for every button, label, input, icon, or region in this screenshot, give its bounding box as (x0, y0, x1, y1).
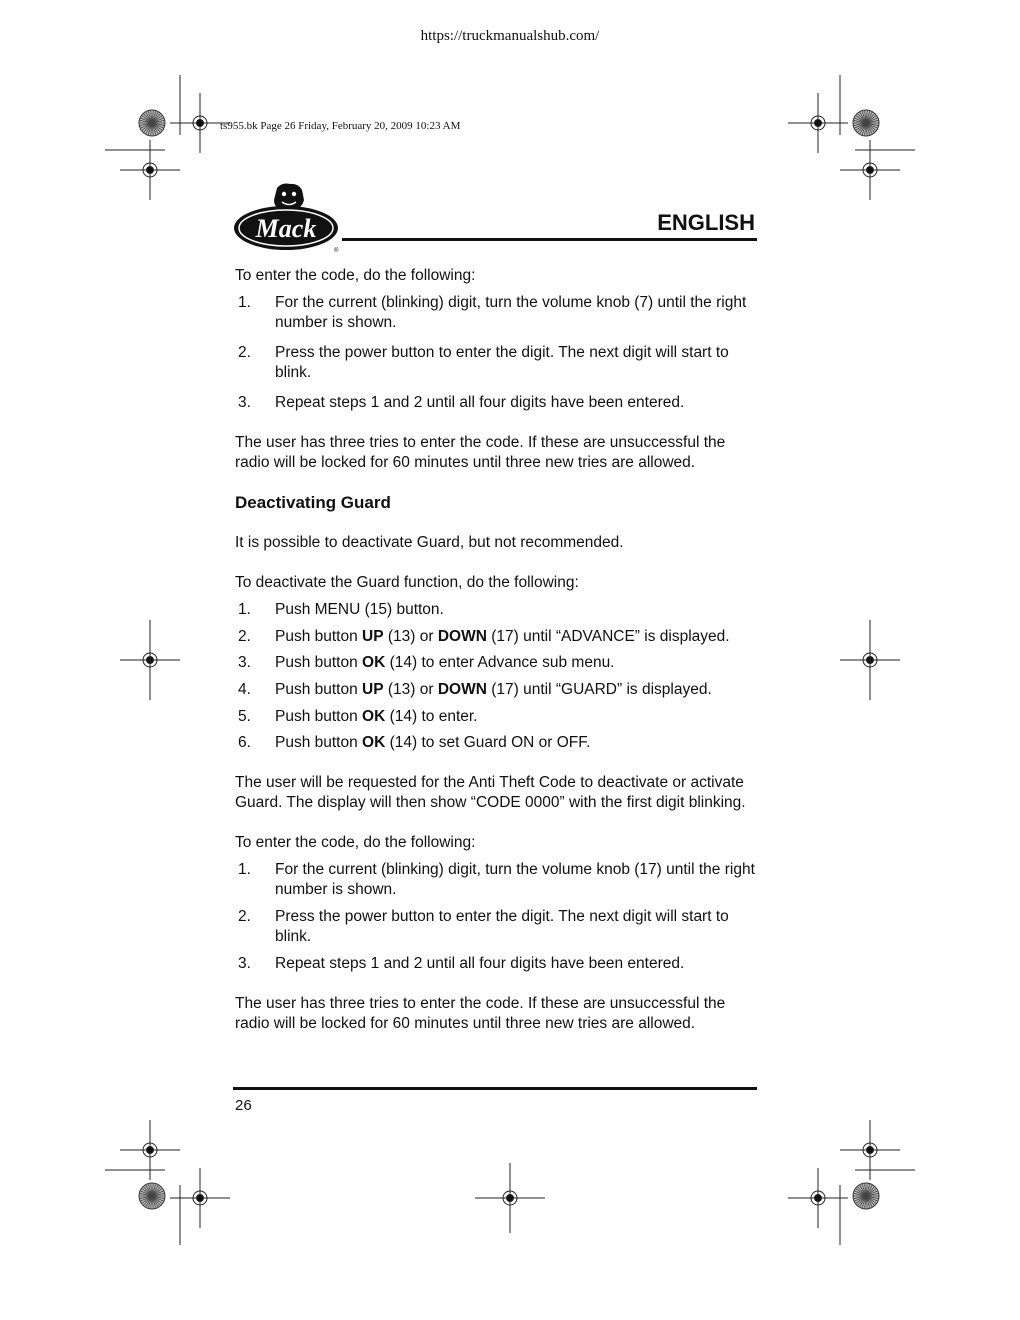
step-number: 6. (238, 734, 251, 752)
intro-paragraph: To enter the code, do the following: (235, 267, 476, 284)
step-text: Push button (275, 707, 363, 725)
step-text: (14) to enter. (385, 707, 478, 725)
list-item (235, 393, 760, 413)
step-text: For the current (blinking) digit, turn the volume knob (7) until the right number is shown. (275, 294, 747, 331)
step-text: For the current (blinking) digit, turn the volume knob (17) until the right number is shown. (275, 861, 755, 899)
step-number: 5. (238, 707, 251, 725)
step-number: 3. (238, 654, 251, 672)
button-name: OK (362, 707, 386, 725)
button-name: DOWN (437, 681, 487, 699)
list-item (235, 653, 760, 673)
footer-rule (233, 1087, 757, 1090)
step-text: (14) to enter Advance sub menu. (385, 654, 615, 672)
deactivate-intro: To deactivate the Guard function, do the following: (235, 574, 579, 591)
step-number: 3. (238, 394, 251, 411)
list-item (235, 954, 760, 974)
step-text: Push button (275, 681, 363, 699)
svg-text:®: ® (334, 248, 339, 254)
deactivate-note: It is possible to deactivate Guard, but not recommended. (235, 534, 624, 551)
step-text: Push button (275, 627, 363, 645)
list-item (235, 733, 760, 753)
button-name: DOWN (437, 627, 487, 645)
step-text: Push button (275, 734, 363, 752)
code-entry-steps (235, 293, 760, 413)
page-content (235, 266, 760, 1034)
crosshair-mark (840, 140, 900, 200)
bulldog-emblem-icon (232, 182, 342, 254)
step-text: Push MENU (15) button. (275, 601, 444, 618)
language-heading: ENGLISH (657, 210, 755, 235)
starburst-mark (139, 110, 165, 136)
tries-paragraph: The user has three tries to enter the code. If these are unsuccessful the radio will be locked for 60 minutes until three new tries are allowed. (235, 434, 726, 471)
list-item (235, 860, 760, 900)
tries-paragraph-2: The user has three tries to enter the code. If these are unsuccessful the radio will be locked for 60 minutes until three new tries are allowed. (235, 994, 726, 1032)
starburst-mark (853, 110, 879, 136)
button-name: OK (362, 654, 386, 672)
starburst-mark (853, 1183, 879, 1209)
list-item (235, 600, 760, 620)
list-item (235, 293, 760, 333)
step-number: 1. (238, 294, 251, 311)
crosshair-mark (788, 93, 848, 153)
step-text: Press the power button to enter the digit. The next digit will start to blink. (275, 344, 729, 381)
step-text: Repeat steps 1 and 2 until all four digits have been entered. (275, 954, 685, 972)
logo-wordmark: Mack (255, 214, 317, 243)
code-entry-steps-2 (235, 860, 760, 973)
step-text: (13) or (383, 627, 438, 645)
starburst-mark (139, 1183, 165, 1209)
step-text: Press the power button to enter the digit. The next digit will start to blink. (275, 908, 729, 946)
intro-paragraph-2: To enter the code, do the following: (235, 834, 476, 852)
step-number: 2. (238, 627, 251, 645)
section-heading: Deactivating Guard (235, 493, 391, 512)
anti-theft-paragraph: The user will be requested for the Anti Theft Code to deactivate or activate Guard. The display will then show “CODE 0000” with the first digit blinking. (235, 774, 746, 812)
step-text: (14) to set Guard ON or OFF. (385, 734, 591, 752)
crosshair-mark (120, 140, 180, 200)
step-number: 4. (238, 681, 251, 699)
step-number: 1. (238, 601, 251, 618)
step-number: 3. (238, 954, 251, 972)
page-number: 26 (235, 1097, 252, 1114)
list-item (235, 907, 760, 947)
step-number: 1. (238, 861, 251, 879)
step-number: 2. (238, 908, 251, 926)
crosshair-mark (120, 1120, 180, 1180)
print-slug: ts955.bk Page 26 Friday, February 20, 2009 10:23 AM (220, 120, 461, 132)
list-item (235, 343, 760, 383)
list-item (235, 627, 760, 647)
step-text: Push button (275, 654, 363, 672)
step-text: (17) until “ADVANCE” is displayed. (486, 627, 730, 645)
deactivate-steps (235, 600, 760, 753)
step-number: 2. (238, 344, 251, 361)
crosshair-mark (788, 1168, 848, 1228)
source-url: https://truckmanualshub.com/ (420, 28, 600, 44)
crosshair-mark (475, 1163, 545, 1233)
header-rule (342, 238, 757, 241)
list-item (235, 680, 760, 700)
step-text: (13) or (383, 681, 438, 699)
step-text: Repeat steps 1 and 2 until all four digits have been entered. (275, 394, 685, 411)
list-item (235, 707, 760, 727)
button-name: UP (362, 681, 384, 699)
crosshair-mark (170, 1168, 230, 1228)
button-name: UP (362, 627, 384, 645)
step-text: (17) until “GUARD” is displayed. (486, 681, 712, 699)
button-name: OK (362, 734, 386, 752)
mack-logo (232, 182, 342, 254)
crosshair-mark (840, 1120, 900, 1180)
